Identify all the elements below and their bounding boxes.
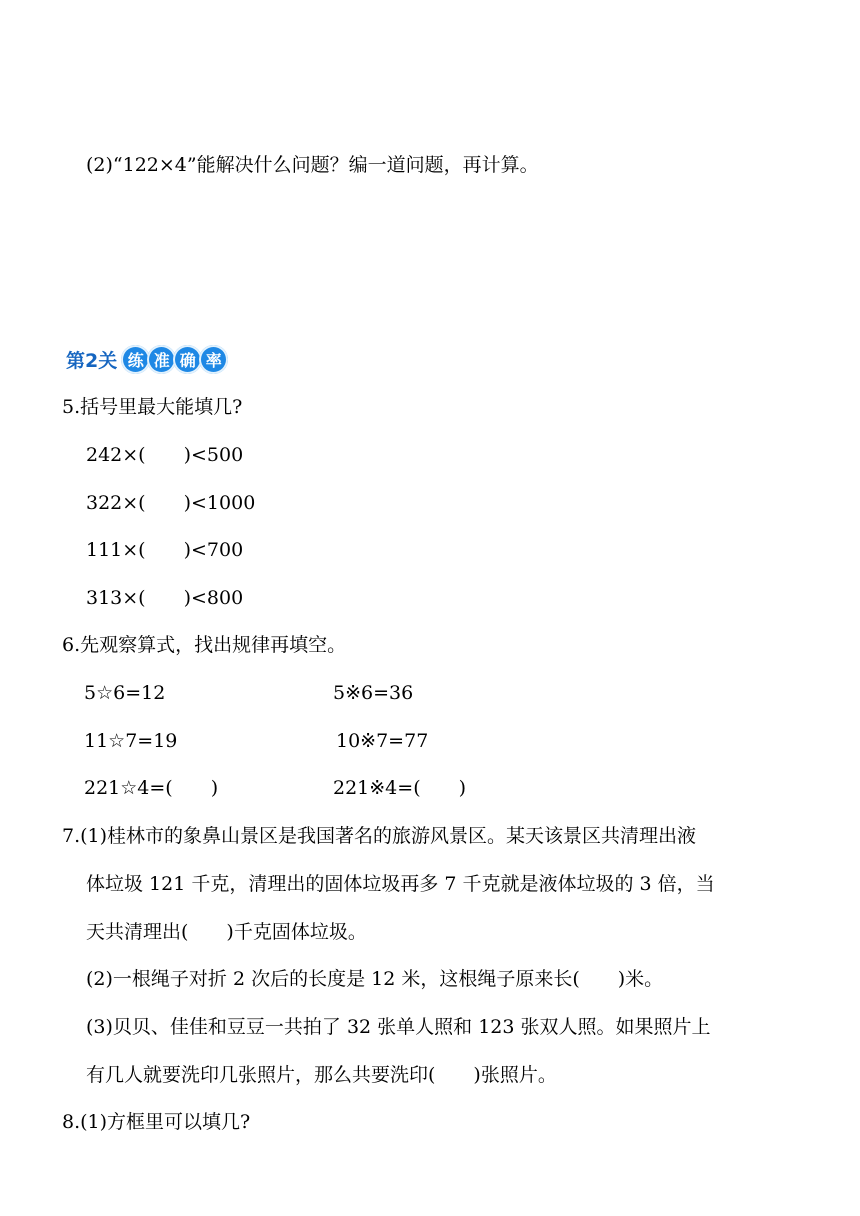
question-6-right-1: 5※6=36 xyxy=(333,682,414,704)
question-5-item-2: 322×( )<1000 xyxy=(86,492,256,514)
section-chip-1: 练 xyxy=(121,345,150,374)
question-5-item-4: 313×( )<800 xyxy=(86,587,244,609)
question-7-part-1-line-1: 7.(1)桂林市的象鼻山景区是我国著名的旅游风景区。某天该景区共清理出液 xyxy=(62,825,697,847)
question-7-part-1-line-2: 体垃圾 121 千克，清理出的固体垃圾再多 7 千克就是液体垃圾的 3 倍，当 xyxy=(86,873,715,895)
section-banner xyxy=(66,342,225,376)
question-8-part-1: 8.(1)方框里可以填几? xyxy=(62,1111,251,1133)
question-4-part-2: (2)“122×4”能解决什么问题？编一道问题，再计算。 xyxy=(86,154,539,176)
section-chip-4: 率 xyxy=(199,345,228,374)
question-5-title: 5.括号里最大能填几? xyxy=(62,396,243,418)
question-6-title: 6.先观察算式，找出规律再填空。 xyxy=(62,634,347,656)
question-7-part-3-line-1: (3)贝贝、佳佳和豆豆一共拍了 32 张单人照和 123 张双人照。如果照片上 xyxy=(86,1016,711,1038)
question-6-right-2: 10※7=77 xyxy=(336,730,429,752)
question-5-item-3: 111×( )<700 xyxy=(86,539,244,561)
section-chip-2: 准 xyxy=(147,345,176,374)
question-6-left-2: 11☆7=19 xyxy=(84,730,178,752)
question-5-item-1: 242×( )<500 xyxy=(86,444,244,466)
question-7-part-3-line-2: 有几人就要洗印几张照片，那么共要洗印( )张照片。 xyxy=(86,1064,557,1086)
question-6-left-3: 221☆4=( ) xyxy=(84,777,219,799)
section-label: 第2关 xyxy=(66,349,118,372)
question-6-right-3: 221※4=( ) xyxy=(333,777,467,799)
question-6-left-1: 5☆6=12 xyxy=(84,682,166,704)
question-7-part-1-line-3: 天共清理出( )千克固体垃圾。 xyxy=(86,921,367,943)
question-7-part-2: (2)一根绳子对折 2 次后的长度是 12 米，这根绳子原来长( )米。 xyxy=(86,968,664,990)
section-chip-3: 确 xyxy=(173,345,202,374)
